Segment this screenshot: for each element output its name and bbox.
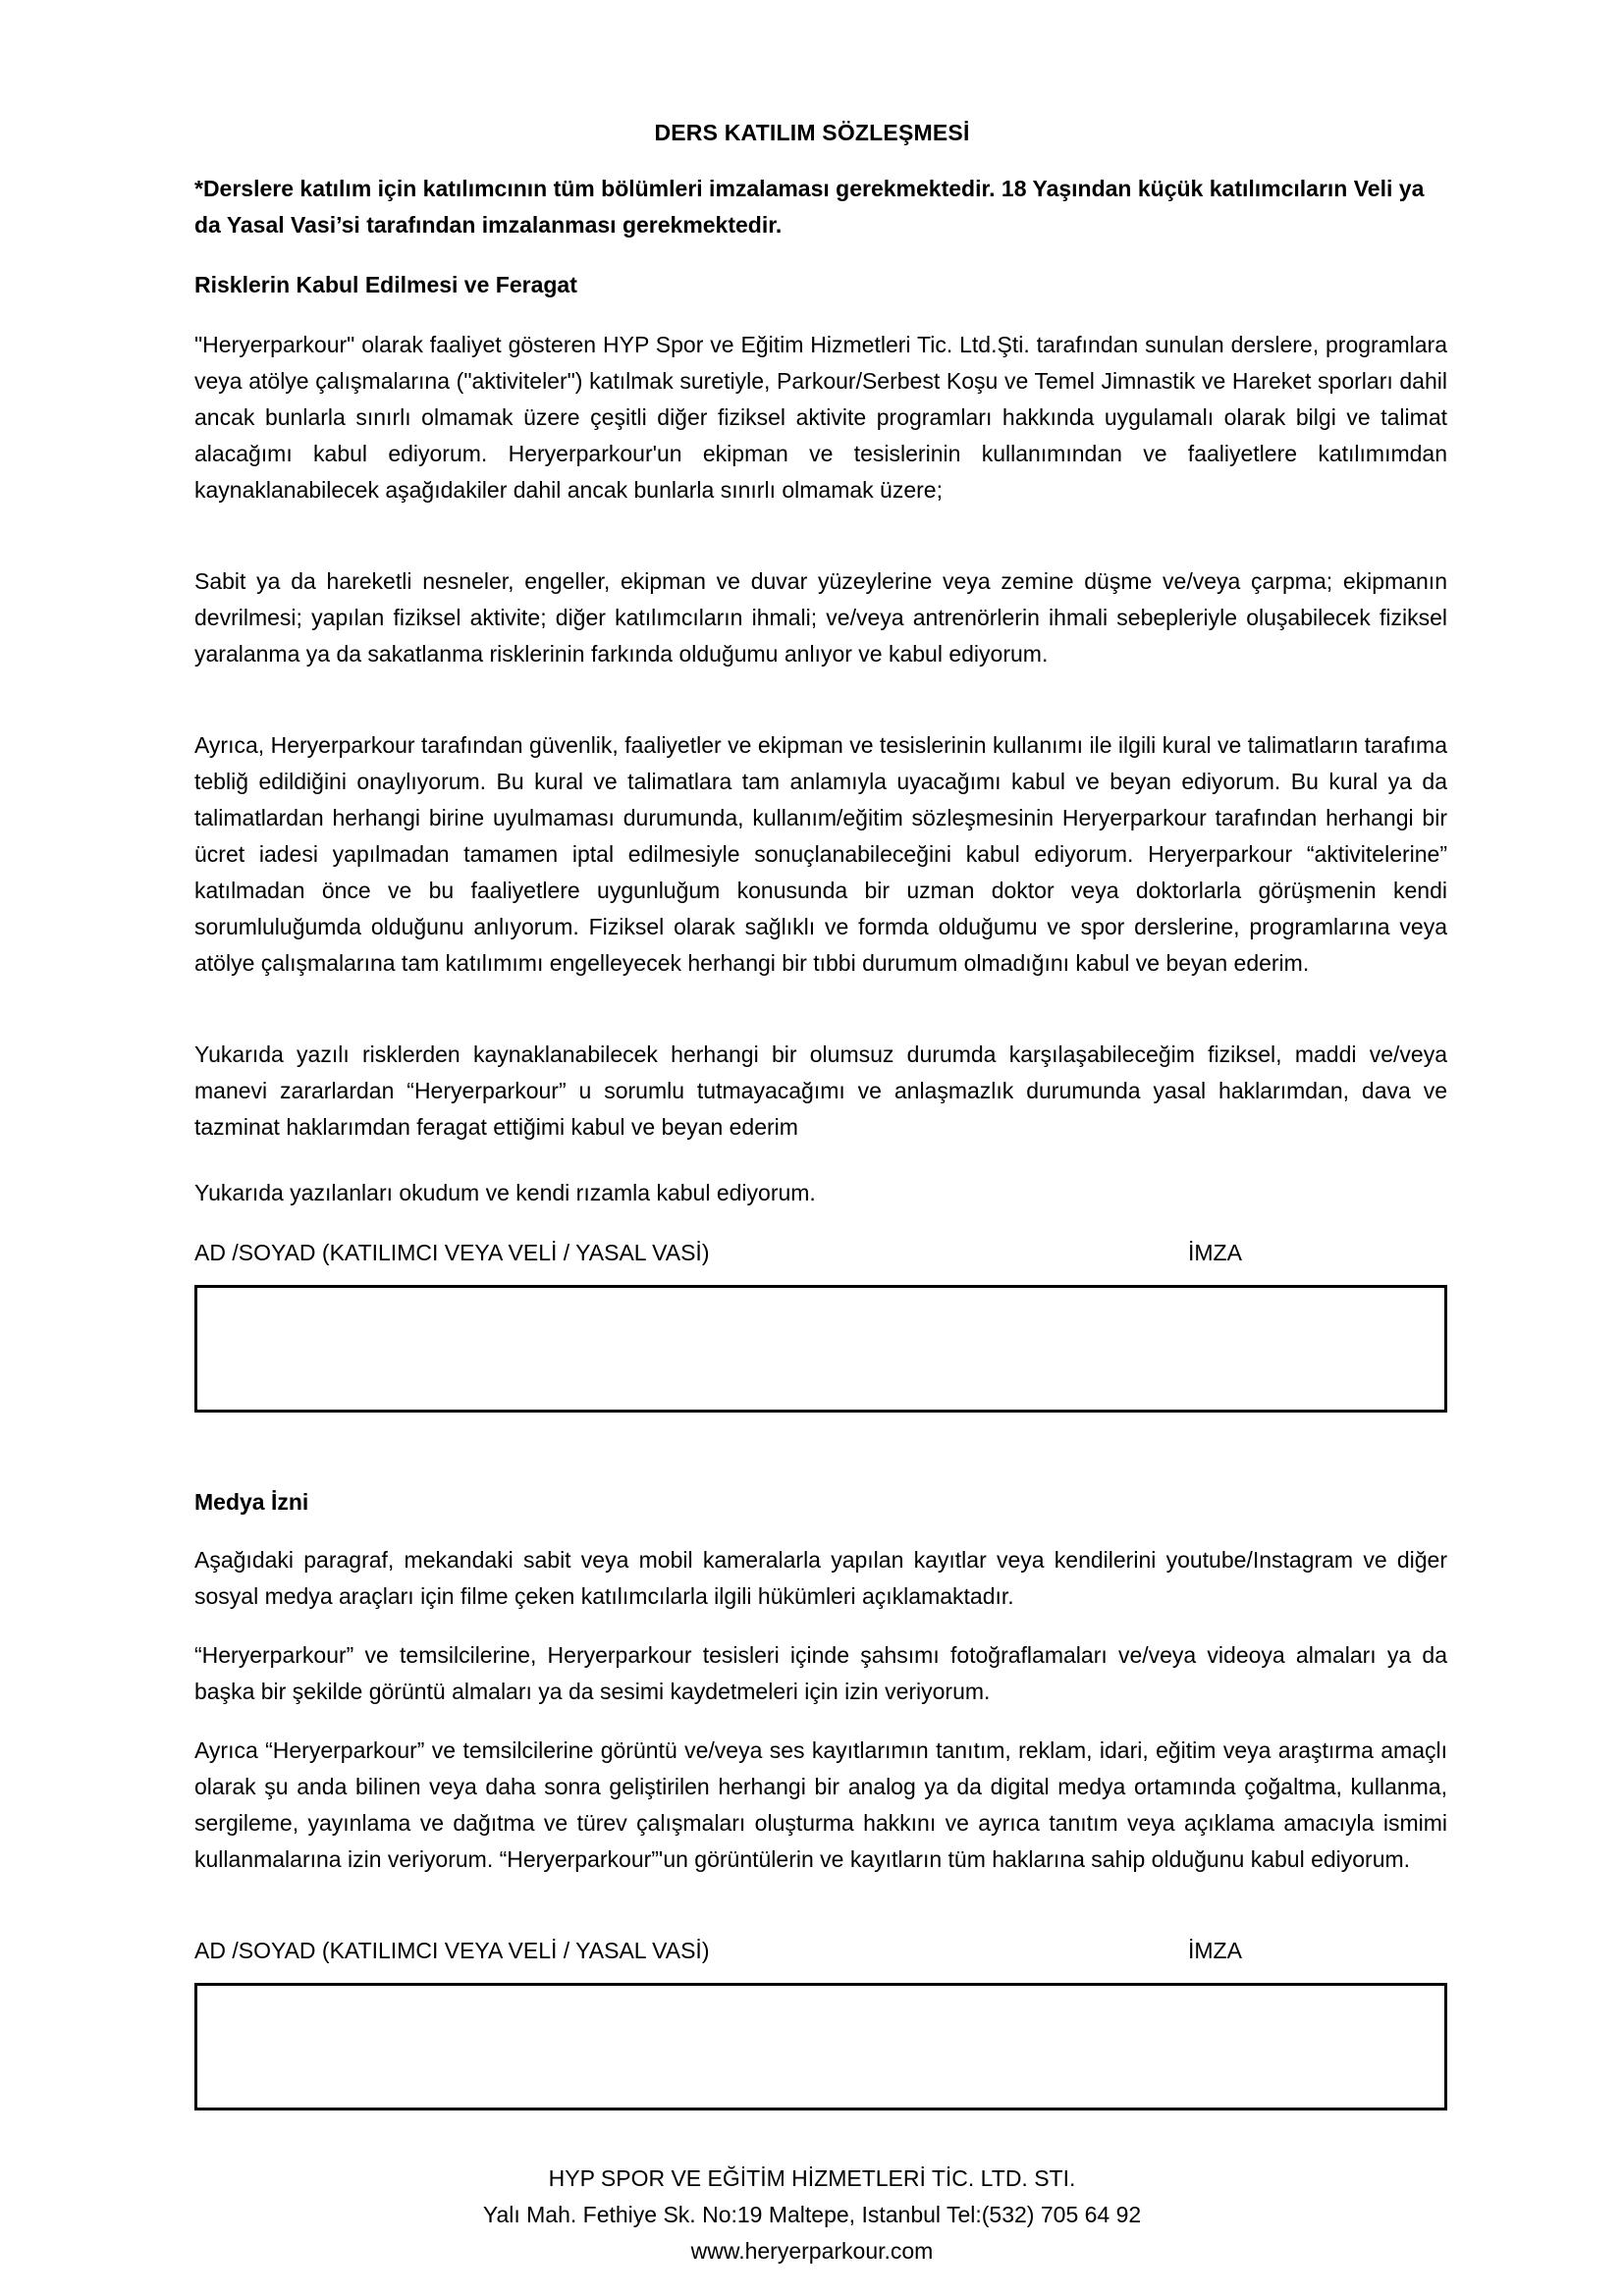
document-title: DERS KATILIM SÖZLEŞMESİ <box>654 120 970 145</box>
media-paragraph-1: Aşağıdaki paragraf, mekandaki sabit veya mobil kameralarla yapılan kayıtlar veya kendilerini youtube/Instagram ve diğer sosyal medya araçları için filme çeken katılımcılarla ilgili hükümleri açıklamaktadır. <box>194 1547 1447 1609</box>
footer-company: HYP SPOR VE EĞİTİM HİZMETLERİ TİC. LTD. STI. <box>548 2165 1076 2191</box>
media-paragraph-3: Ayrıca “Heryerparkour” ve temsilcilerine görüntü ve/veya ses kayıtlarımın tanıtım, reklam, idari, eğitim veya araştırma amaçlı olarak şu anda bilinen veya daha sonra geliştirilen herhangi bir analog ya da digital medya ortamında çoğaltma, kullanma, sergileme, yayınlama ve dağıtma ve türev çalışmaları oluşturma hakkını ve ayrıca tanıtım veya açıklama amacıyla ismimi kullanmalarına izin veriyorum. “Heryerparkour”'un görüntülerin ve kayıtların tüm haklarına sahip olduğunu kabul ediyorum. <box>194 1737 1447 1872</box>
media-signature-labels <box>194 1933 1447 1969</box>
media-signature-box[interactable] <box>194 1983 1447 2110</box>
risk-confirmation: Yukarıda yazılanları okudum ve kendi rızamla kabul ediyorum. <box>194 1180 816 1205</box>
risk-name-label: AD /SOYAD (KATILIMCI VEYA VELİ / YASAL VASİ) <box>194 1240 710 1265</box>
media-signature-label: İMZA <box>1188 1938 1242 1963</box>
risk-signature-labels <box>194 1235 1447 1271</box>
risk-section-heading: Risklerin Kabul Edilmesi ve Feragat <box>194 272 577 297</box>
media-paragraph-2: “Heryerparkour” ve temsilcilerine, Heryerparkour tesisleri içinde şahsımı fotoğraflamaları ve/veya videoya almaları ya da başka bir şekilde görüntü almaları ya da sesimi kaydetmeleri için izin veriyorum. <box>194 1642 1447 1704</box>
risk-paragraph-1: "Heryerparkour" olarak faaliyet gösteren HYP Spor ve Eğitim Hizmetleri Tic. Ltd.Şti. tarafından sunulan derslere, programlara veya atölye çalışmalarına ("aktiviteler") katılmak suretiyle, Parkour/Serbest Koşu ve Temel Jimnastik ve Hareket sporları dahil ancak bunlarla sınırlı olmamak üzere çeşitli diğer fiziksel aktivite programları hakkında uygulamalı olarak bilgi ve talimat alacağımı kabul ediyorum. Heryerparkour'un ekipman ve tesislerinin kullanımından ve faaliyetlere katılımımdan kaynaklanabilecek aşağıdakiler dahil ancak bunlarla sınırlı olmamak üzere; <box>194 332 1447 503</box>
risk-paragraph-3: Ayrıca, Heryerparkour tarafından güvenlik, faaliyetler ve ekipman ve tesislerinin kullanımı ile ilgili kural ve talimatların tarafıma tebliğ edildiğini onaylıyorum. Bu kural ve talimatlara tam anlamıyla uyacağımı kabul ve beyan ediyorum. Bu kural ya da talimatlardan herhangi birine uyulmaması durumunda, kullanım/eğitim sözleşmesinin Heryerparkour tarafından herhangi bir ücret iadesi yapılmadan tamamen iptal edilmesiyle sonuçlanabileceğini kabul ediyorum. Heryerparkour “aktivitelerine” katılmadan önce ve bu faaliyetlere uygunluğum konusunda bir uzman doktor veya doktorlarla görüşmenin kendi sorumluluğumda olduğunu anlıyorum. Fiziksel olarak sağlıklı ve formda olduğumu ve spor derslerine, programlarına veya atölye çalışmalarına tam katılımımı engelleyecek herhangi bir tıbbi durumum olmadığını kabul ve beyan ederim. <box>194 732 1447 976</box>
risk-signature-box[interactable] <box>194 1285 1447 1413</box>
footer-website: www.heryerparkour.com <box>690 2238 934 2264</box>
footer-address: Yalı Mah. Fethiye Sk. No:19 Maltepe, Istanbul Tel:(532) 705 64 92 <box>482 2202 1142 2227</box>
risk-signature-label: İMZA <box>1188 1240 1242 1265</box>
risk-paragraph-4: Yukarıda yazılı risklerden kaynaklanabilecek herhangi bir olumsuz durumda karşılaşabileceğim fiziksel, maddi ve/veya manevi zararlardan “Heryerparkour” u sorumlu tutmayacağımı ve anlaşmazlık durumunda yasal haklarımdan, dava ve tazminat haklarımdan feragat ettiğimi kabul ve beyan ederim <box>194 1041 1447 1140</box>
media-name-label: AD /SOYAD (KATILIMCI VEYA VELİ / YASAL VASİ) <box>194 1938 710 1963</box>
risk-paragraph-2: Sabit ya da hareketli nesneler, engeller, ekipman ve duvar yüzeylerine veya zemine düşme ve/veya çarpma; ekipmanın devrilmesi; yapılan fiziksel aktivite; diğer katılımcıların ihmali; ve/veya antrenörlerin ihmali sebepleriyle oluşabilecek fiziksel yaralanma ya da sakatlanma risklerinin farkında olduğumu anlıyor ve kabul ediyorum. <box>194 568 1447 667</box>
media-section-heading: Medya İzni <box>194 1489 309 1515</box>
intro-notice: *Derslere katılım için katılımcının tüm bölümleri imzalaması gerekmektedir. 18 Yaşından küçük katılımcıların Veli ya da Yasal Vasi’si tarafından imzalanması gerekmektedir. <box>194 176 1425 238</box>
